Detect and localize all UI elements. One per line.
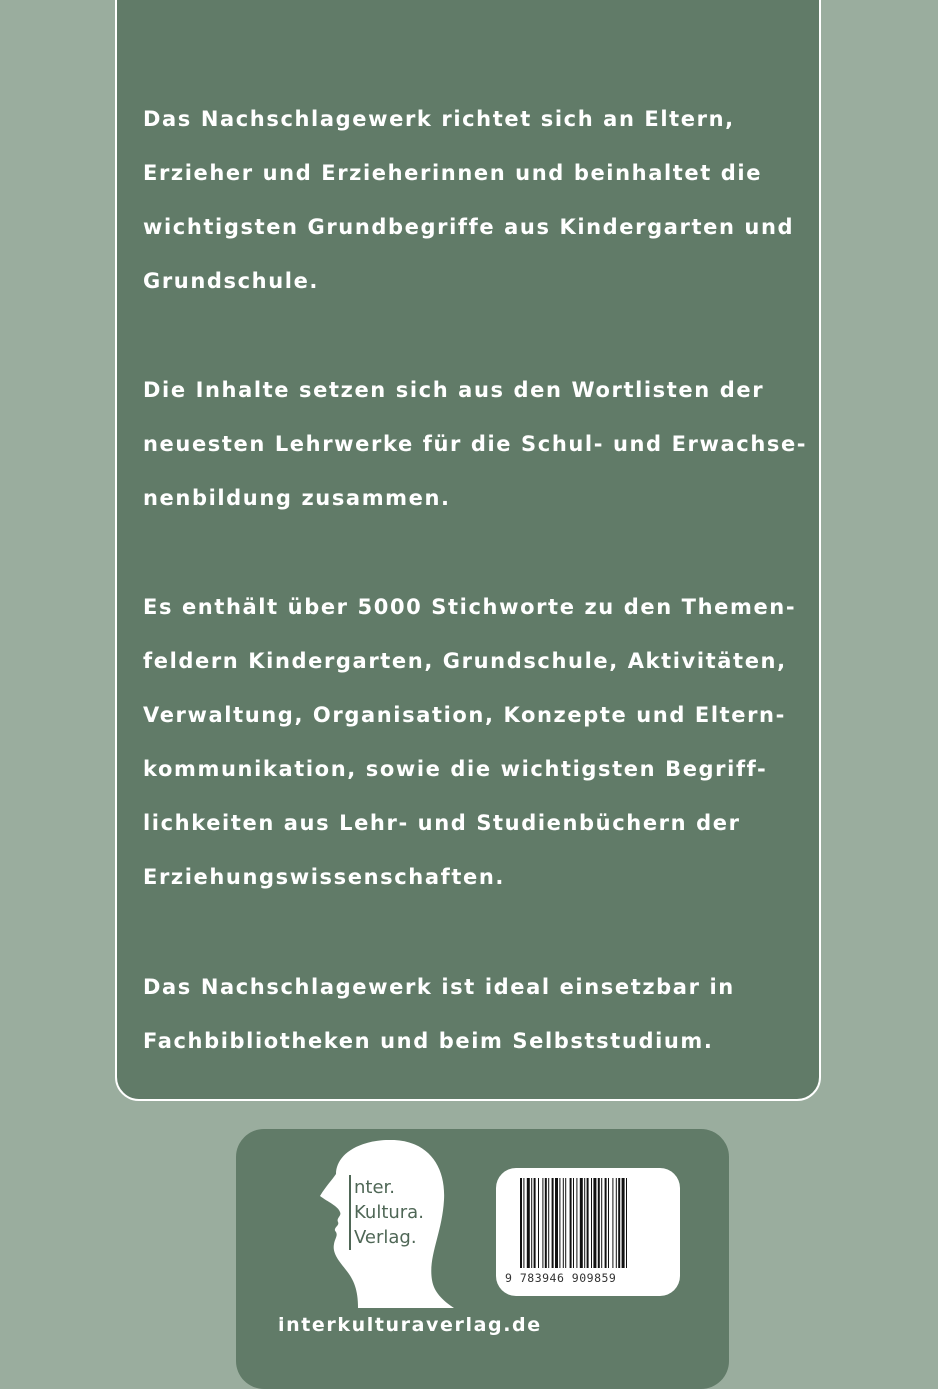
paragraph-usage (143, 960, 823, 1068)
logo-line: Verlag. (354, 1227, 417, 1248)
barcode-bar (576, 1178, 577, 1268)
barcode-bar (622, 1178, 625, 1268)
barcode-bar (563, 1178, 564, 1268)
barcode-bar (593, 1178, 596, 1268)
barcode-bar (559, 1178, 560, 1268)
text-line: feldern Kindergarten, Grundschule, Aktivitäten, (143, 649, 787, 673)
barcode-bar (565, 1178, 566, 1268)
barcode-bar (580, 1178, 583, 1268)
text-line: Die Inhalte setzen sich aus den Wortlisten der (143, 378, 765, 402)
barcode-bar (587, 1178, 589, 1268)
text-line: Erziehungswissenschaften. (143, 865, 505, 889)
barcode-bar (616, 1178, 617, 1268)
barcode-bar (542, 1178, 543, 1268)
barcode-bar (552, 1178, 554, 1268)
barcode-bar (591, 1178, 592, 1268)
barcode-bar (584, 1178, 585, 1268)
barcode-bar (612, 1178, 613, 1268)
barcode-bar (545, 1178, 547, 1268)
text-line: Es enthält über 5000 Stichworte zu den Themen- (143, 595, 797, 619)
paragraph-contents (143, 363, 823, 525)
barcode-bar (573, 1178, 574, 1268)
barcode-bar (520, 1178, 522, 1268)
isbn-number: 9 783946 909859 (505, 1271, 617, 1285)
text-line: Erzieher und Erzieherinnen und beinhaltet die (143, 161, 763, 185)
logo-line: Kultura. (354, 1202, 424, 1223)
text-line: Grundschule. (143, 269, 319, 293)
text-line: neuesten Lehrwerke für die Schul- und Erwachse- (143, 432, 808, 456)
text-line: nenbildung zusammen. (143, 486, 451, 510)
text-line: wichtigsten Grundbegriffe aus Kindergarten und (143, 215, 795, 239)
publisher-logo-text (349, 1175, 424, 1250)
barcode-bar (523, 1178, 524, 1268)
barcode-bar (601, 1178, 602, 1268)
text-line: Verwaltung, Organisation, Konzepte und Eltern- (143, 703, 786, 727)
text-line: Fachbibliotheken und beim Selbststudium. (143, 1029, 714, 1053)
text-line: Das Nachschlagewerk richtet sich an Eltern, (143, 107, 735, 131)
barcode-bar (538, 1178, 539, 1268)
paragraph-audience (143, 92, 823, 308)
barcode-bar (618, 1178, 620, 1268)
text-line: kommunikation, sowie die wichtigsten Begriff- (143, 757, 768, 781)
barcode-bar (605, 1178, 607, 1268)
publisher-website[interactable]: interkulturaverlag.de (278, 1314, 542, 1336)
barcode-bar (531, 1178, 532, 1268)
barcode-bar (626, 1178, 627, 1268)
barcode-bar (608, 1178, 609, 1268)
barcode-bar (570, 1178, 572, 1268)
barcode-bar (555, 1178, 558, 1268)
paragraph-topics (143, 580, 823, 904)
text-line: Das Nachschlagewerk ist ideal einsetzbar in (143, 975, 735, 999)
barcode (518, 1178, 660, 1282)
text-line: lichkeiten aus Lehr- und Studienbüchern der (143, 811, 741, 835)
logo-line: nter. (354, 1177, 396, 1198)
barcode-bar (534, 1178, 536, 1268)
barcode-bar (527, 1178, 530, 1268)
barcode-bar (548, 1178, 549, 1268)
barcode-bar (598, 1178, 600, 1268)
